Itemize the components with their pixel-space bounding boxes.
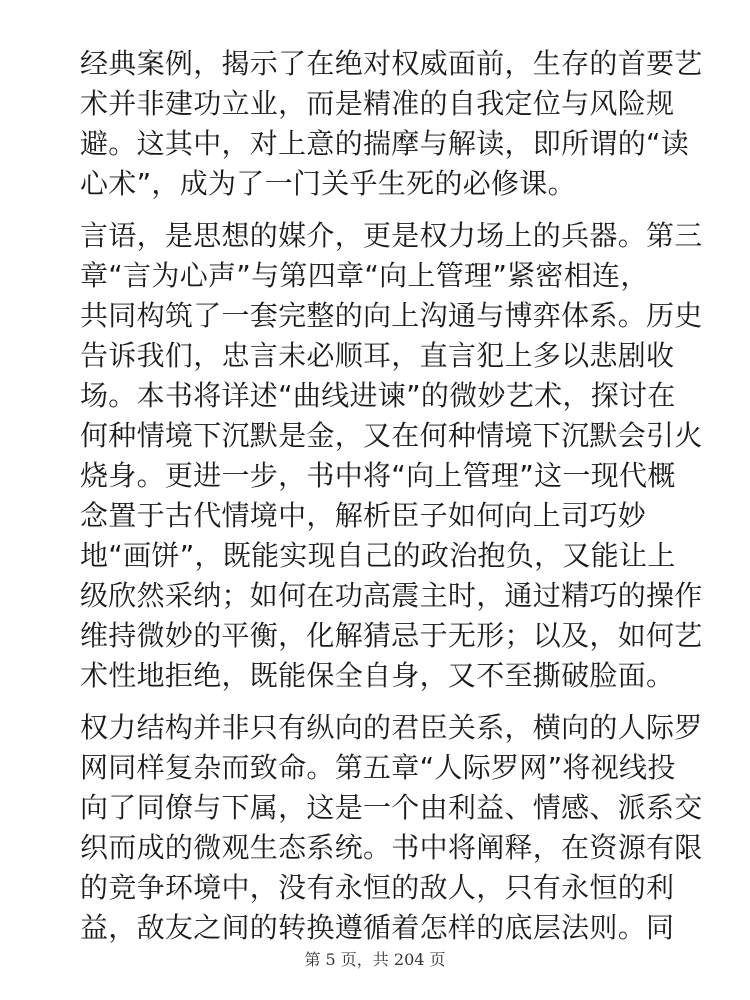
text-line: 何种情境下沉默是金，又在何种情境下沉默会引火 <box>80 419 703 452</box>
text-line: 烧身。更进一步，书中将“向上管理”这一现代概 <box>80 459 676 492</box>
page-number-footer: 第 5 页，共 204 页 <box>304 950 446 969</box>
paragraph-2 <box>80 216 703 696</box>
text-line: 术并非建功立业，而是精准的自我定位与风险规 <box>80 87 675 120</box>
body-text <box>80 44 703 960</box>
text-line: 权力结构并非只有纵向的君臣关系，横向的人际罗 <box>80 711 703 744</box>
text-line: 级欣然采纳；如何在功高震主时，通过精巧的操作 <box>80 579 703 612</box>
text-line: 地“画饼”，既能实现自己的政治抱负，又能让上 <box>80 539 676 572</box>
text-line: 心术”，成为了一门关乎生死的必修课。 <box>80 167 576 200</box>
text-line: 章“言为心声”与第四章“向上管理”紧密相连， <box>80 259 649 292</box>
paragraph-1 <box>80 44 703 204</box>
text-line: 经典案例，揭示了在绝对权威面前，生存的首要艺 <box>80 47 703 80</box>
text-line: 向了同僚与下属，这是一个由利益、情感、派系交 <box>80 791 703 824</box>
text-line: 网同样复杂而致命。第五章“人际罗网”将视线投 <box>80 751 676 784</box>
text-line: 场。本书将详述“曲线进谏”的微妙艺术，探讨在 <box>80 379 676 412</box>
text-line: 术性地拒绝，既能保全自身，又不至撕破脸面。 <box>80 659 675 692</box>
text-line: 告诉我们，忠言未必顺耳，直言犯上多以悲剧收 <box>80 339 675 372</box>
text-line: 益，敌友之间的转换遵循着怎样的底层法则。同 <box>80 911 675 944</box>
text-line: 织而成的微观生态系统。书中将阐释，在资源有限 <box>80 831 703 864</box>
text-line: 共同构筑了一套完整的向上沟通与博弈体系。历史 <box>80 299 703 332</box>
text-line: 维持微妙的平衡，化解猜忌于无形；以及，如何艺 <box>80 619 703 652</box>
text-line: 避。这其中，对上意的揣摩与解读，即所谓的“读 <box>80 127 690 160</box>
text-line: 念置于古代情境中，解析臣子如何向上司巧妙 <box>80 499 647 532</box>
text-line: 的竞争环境中，没有永恒的敌人，只有永恒的利 <box>80 871 675 904</box>
text-line: 言语，是思想的媒介，更是权力场上的兵器。第三 <box>80 219 703 252</box>
paragraph-3 <box>80 708 703 948</box>
